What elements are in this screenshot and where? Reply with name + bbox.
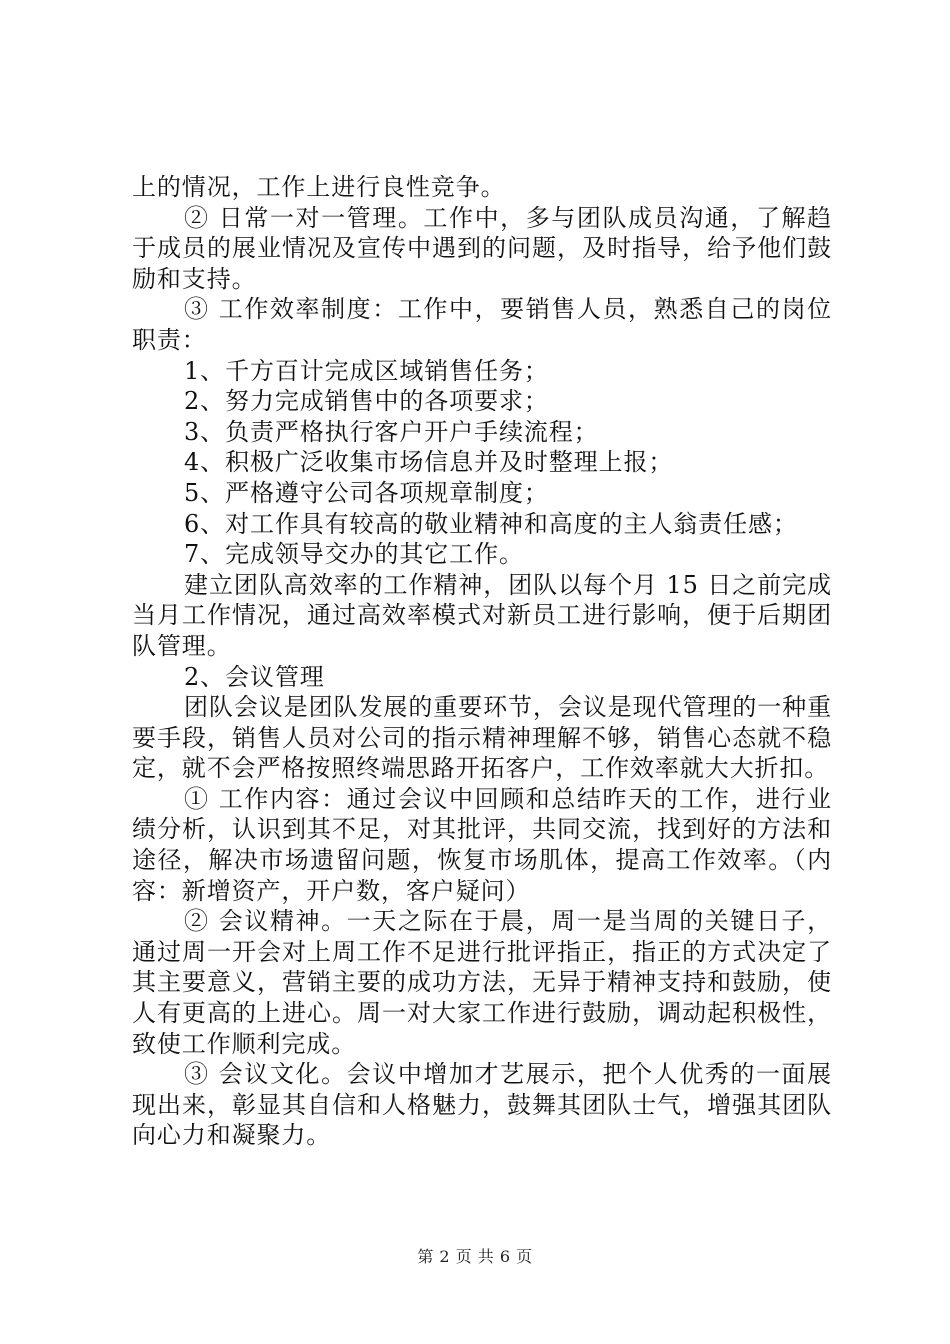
section-heading: 2、会议管理 [184, 662, 325, 691]
paragraph: ② 会议精神。一天之际在于晨，周一是当周的关键日子，通过周一开会对上周工作不足进行批评指正，指正的方式决定了其主要意义，营销主要的成功方法，无异于精神支持和鼓励，使人有更高的上进心。周一对大家工作进行鼓励，调动起积极性，致使工作顺利完成。 [132, 907, 832, 1058]
page-number-footer: 第 2 页 共 6 页 [417, 1247, 533, 1266]
list-item: 7、完成领导交办的其它工作。 [184, 540, 524, 569]
paragraph: 团队会议是团队发展的重要环节，会议是现代管理的一种重要手段，销售人员对公司的指示精神理解不够，销售心态就不稳定，就不会严格按照终端思路开拓客户，工作效率就大大折扣。 [132, 693, 832, 783]
paragraph: 上的情况，工作上进行良性竞争。 [132, 173, 506, 201]
paragraph: ③ 会议文化。会议中增加才艺展示，把个人优秀的一面展现出来，彰显其自信和人格魅力，鼓舞其团队士气，增强其团队向心力和凝聚力。 [132, 1060, 832, 1150]
list-item: 4、积极广泛收集市场信息并及时整理上报； [184, 448, 674, 477]
list-item: 5、严格遵守公司各项规章制度； [184, 478, 549, 507]
paragraph: ③ 工作效率制度：工作中，要销售人员，熟悉自己的岗位职责： [132, 295, 832, 354]
paragraph: 建立团队高效率的工作精神，团队以每个月 15 日之前完成当月工作情况，通过高效率模式对新员工进行影响，便于后期团队管理。 [132, 570, 832, 660]
list-item: 1、千方百计完成区域销售任务； [184, 356, 549, 385]
paragraph: ② 日常一对一管理。工作中，多与团队成员沟通，了解趋于成员的展业情况及宣传中遇到的问题，及时指导，给予他们鼓励和支持。 [132, 203, 832, 293]
paragraph: ① 工作内容：通过会议中回顾和总结昨天的工作，进行业绩分析，认识到其不足，对其批评，共同交流，找到好的方法和途径，解决市场遗留问题，恢复市场肌体，提高工作效率。（内容：新增资产，开户数，客户疑问） [132, 784, 832, 905]
list-item: 3、负责严格执行客户开户手续流程； [184, 417, 599, 446]
list-item: 6、对工作具有较高的敬业精神和高度的主人翁责任感； [184, 509, 798, 538]
list-item: 2、努力完成销售中的各项要求； [184, 387, 549, 416]
document-body [132, 172, 832, 1151]
